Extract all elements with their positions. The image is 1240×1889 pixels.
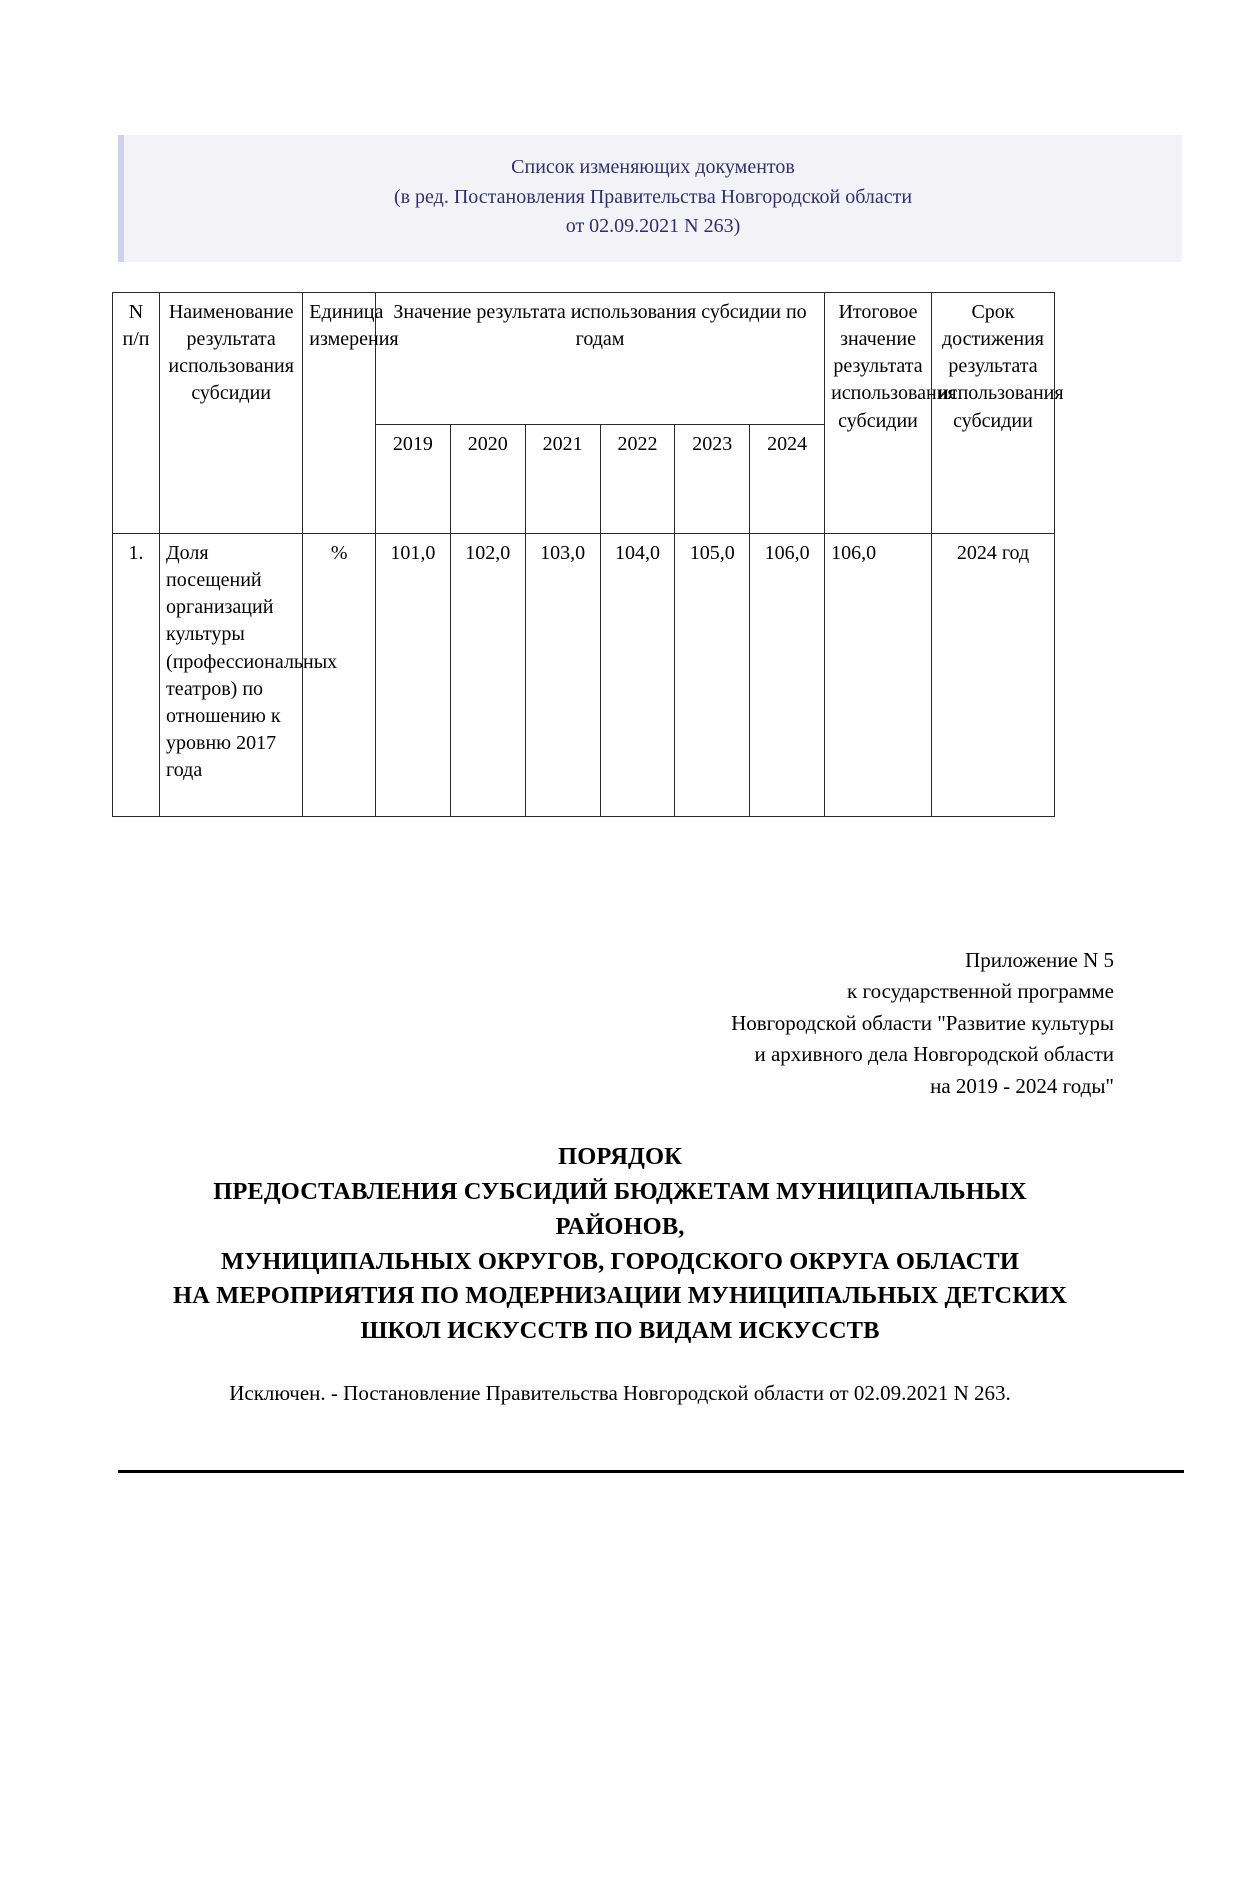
cell-unit: % [303, 533, 376, 816]
appendix-line-2: к государственной программе [847, 979, 1114, 1004]
table-head [113, 292, 1064, 533]
title-line-3: РАЙОНОВ, [555, 1212, 685, 1240]
notice-line-2: (в ред. Постановления Правительства Новгородской области [393, 185, 913, 208]
header-cell-term: Срок достижения результата использования субсидии [931, 292, 1054, 533]
header-cell-year-2021: 2021 [525, 424, 600, 533]
header-cell-total: Итоговое значение результата использования субсидии [825, 292, 932, 533]
header-cell-year-2024: 2024 [750, 424, 825, 533]
subsidy-results-table [112, 292, 1064, 817]
document-page [0, 135, 1240, 1889]
appendix-line-5: на 2019 - 2024 годы" [930, 1073, 1114, 1098]
header-cell-year-2023: 2023 [675, 424, 750, 533]
table-header-row-1 [113, 292, 1055, 424]
cell-value-2020: 102,0 [450, 533, 525, 816]
appendix-line-4: и архивного дела Новгородской области [754, 1042, 1114, 1067]
changing-documents-notice [118, 135, 1182, 262]
cell-value-2021: 103,0 [525, 533, 600, 816]
appendix-line-1: Приложение N 5 [965, 947, 1114, 972]
cell-term: 2024 год [931, 533, 1054, 816]
header-cell-year-2020: 2020 [450, 424, 525, 533]
title-line-2: ПРЕДОСТАВЛЕНИЯ СУБСИДИЙ БЮДЖЕТАМ МУНИЦИПАЛЬНЫХ [213, 1178, 1027, 1206]
cell-value-2022: 104,0 [600, 533, 675, 816]
notice-line-3: от 02.09.2021 N 263) [565, 215, 741, 238]
cell-value-2023: 105,0 [675, 533, 750, 816]
title-line-4: МУНИЦИПАЛЬНЫХ ОКРУГОВ, ГОРОДСКОГО ОКРУГА ОБЛАСТИ [220, 1247, 1020, 1275]
appendix-line-3: Новгородской области "Развитие культуры [731, 1010, 1114, 1035]
cell-value-2024: 106,0 [750, 533, 825, 816]
header-cell-unit: Единица измерения [303, 292, 376, 533]
notice-title: Список изменяющих документов [511, 156, 795, 178]
appendix-reference-block [118, 945, 1122, 1103]
title-line-6: ШКОЛ ИСКУССТВ ПО ВИДАМ ИСКУССТВ [360, 1317, 880, 1345]
cell-number: 1. [113, 533, 160, 816]
table-row [113, 533, 1055, 816]
header-cell-number [113, 292, 160, 533]
excluded-note: Исключен. - Постановление Правительства Новгородской области от 02.09.2021 N 263. [229, 1380, 1011, 1405]
title-line-1: ПОРЯДОК [558, 1143, 682, 1171]
cell-value-2019: 101,0 [376, 533, 451, 816]
header-cell-years-group: Значение результата использования субсидии по годам [376, 292, 825, 424]
header-cell-year-2019: 2019 [376, 424, 451, 533]
cell-name: Доля посещений организаций культуры (профессиональных театров) по отношению к уровню 2017 года [160, 533, 303, 816]
cell-total-value: 106,0 [825, 533, 932, 816]
results-table-wrapper [118, 292, 1122, 817]
section-divider [118, 1470, 1184, 1473]
header-number-line1: N [128, 300, 144, 323]
header-cell-year-2022: 2022 [600, 424, 675, 533]
page-title [118, 1140, 1122, 1349]
table-body [113, 533, 1055, 816]
header-cell-name: Наименование результата использования субсидии [160, 292, 303, 533]
header-number-line2: п/п [122, 327, 150, 350]
title-line-5: НА МЕРОПРИЯТИЯ ПО МОДЕРНИЗАЦИИ МУНИЦИПАЛЬНЫХ ДЕТСКИХ [172, 1282, 1068, 1310]
